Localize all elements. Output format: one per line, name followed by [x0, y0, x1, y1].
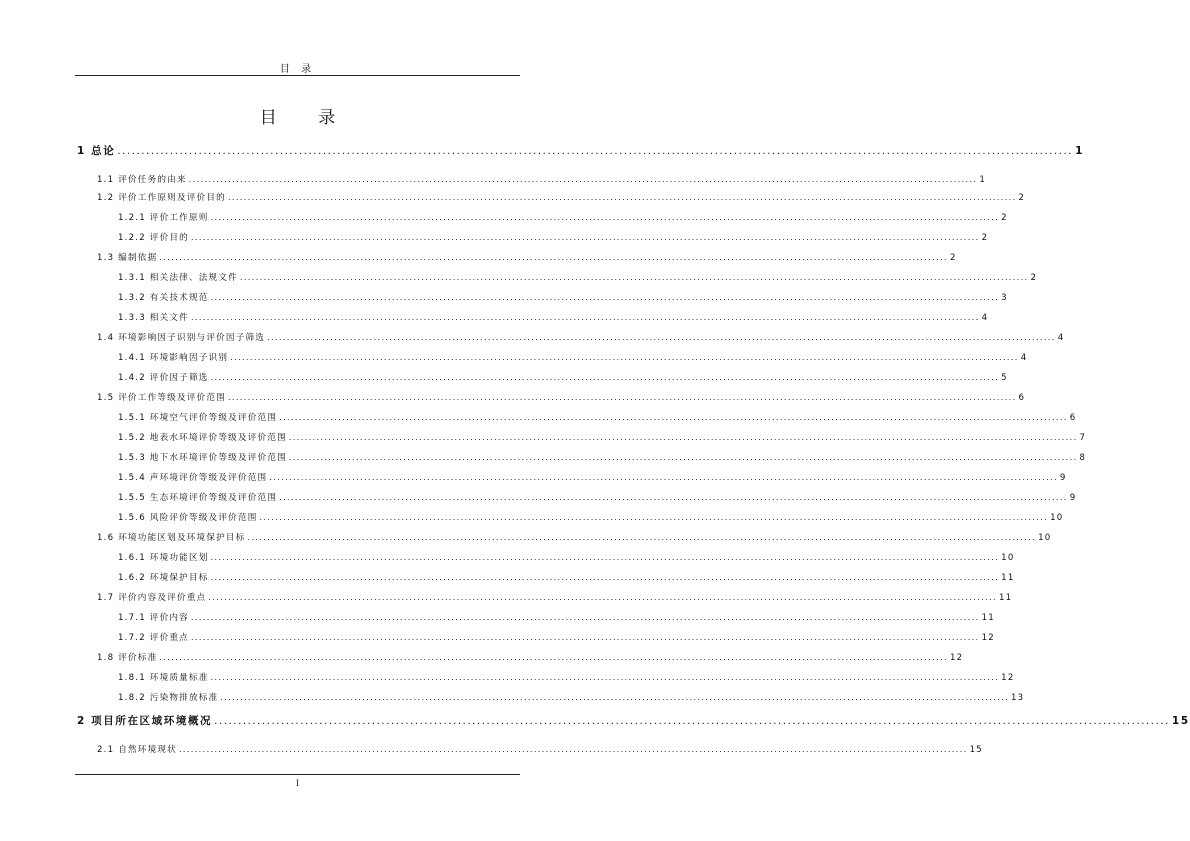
toc-entry[interactable]: [118, 631, 995, 643]
toc-entry-label: 1.3.1 相关法律、法规文件: [118, 273, 238, 283]
toc-entry-page: 4: [981, 313, 989, 323]
dot-leader: ........................................................................................................................................................................................................: [178, 745, 968, 754]
toc-entry[interactable]: [118, 671, 1015, 683]
toc-entry-page: 12: [981, 633, 995, 643]
toc-entry[interactable]: [97, 743, 983, 755]
toc-entry-page: 8: [1079, 453, 1087, 463]
toc-entry-label: 1.8 评价标准: [97, 653, 158, 663]
toc-entry-label: 1.5.4 声环境评价等级及评价范围: [118, 473, 268, 483]
dot-leader: ........................................................................................................................................................................................................: [190, 233, 980, 242]
dot-leader: ........................................................................................................................................................................................................: [159, 253, 948, 262]
toc-entry-label: 1.8.1 环境质量标准: [118, 673, 209, 683]
toc-entry-label: 1.7.2 评价重点: [118, 633, 189, 643]
dot-leader: ........................................................................................................................................................................................................: [247, 533, 1037, 542]
toc-entry[interactable]: [118, 431, 1087, 443]
toc-entry-label: 1.3.3 相关文件: [118, 313, 189, 323]
toc-entry-label: 2 项目所在区域环境概况: [77, 715, 213, 727]
dot-leader: ........................................................................................................................................................................................................: [269, 473, 1058, 482]
toc-entry-page: 13: [1010, 693, 1025, 703]
footer-rule: [75, 774, 520, 775]
toc-entry[interactable]: [118, 411, 1077, 423]
toc-entry[interactable]: [118, 371, 1008, 383]
dot-leader: ........................................................................................................................................................................................................: [159, 653, 948, 662]
toc-entry-page: 2: [1001, 213, 1008, 223]
dot-leader: ........................................................................................................................................................................................................: [210, 373, 1000, 382]
dot-leader: ........................................................................................................................................................................................................: [288, 453, 1078, 462]
dot-leader: ........................................................................................................................................................................................................: [190, 313, 980, 322]
toc-entry[interactable]: [77, 713, 1190, 728]
dot-leader: ........................................................................................................................................................................................................: [279, 493, 1068, 502]
toc-entry-page: 11: [998, 593, 1013, 603]
toc-entry[interactable]: [118, 511, 1064, 523]
toc-entry[interactable]: [77, 143, 1085, 158]
toc-entry-page: 2: [949, 253, 957, 263]
page-number: I: [296, 778, 299, 788]
toc-entry-label: 1.2.2 评价目的: [118, 233, 189, 243]
toc-entry-page: 1: [979, 175, 987, 185]
dot-leader: ........................................................................................................................................................................................................: [220, 693, 1009, 702]
toc-entry-page: 11: [981, 613, 995, 623]
toc-entry-label: 1.6.2 环境保护目标: [118, 573, 209, 583]
toc-entry-page: 1: [1075, 145, 1085, 157]
toc-entry-label: 1.5.5 生态环境评价等级及评价范围: [118, 493, 278, 503]
toc-entry-label: 1.5 评价工作等级及评价范围: [97, 393, 226, 403]
toc-entry-label: 1.5.6 风险评价等级及评价范围: [118, 513, 258, 523]
toc-entry-page: 12: [949, 653, 964, 663]
running-header: 目 录: [279, 64, 316, 75]
toc-entry[interactable]: [118, 311, 989, 323]
toc-entry[interactable]: [118, 211, 1008, 223]
toc-entry[interactable]: [118, 351, 1028, 363]
dot-leader: ........................................................................................................................................................................................................: [210, 673, 1000, 682]
toc-entry-label: 1.5.1 环境空气评价等级及评价范围: [118, 413, 278, 423]
toc-entry[interactable]: [118, 231, 989, 243]
toc-entry-label: 1.1 评价任务的由来: [97, 175, 187, 185]
dot-leader: ........................................................................................................................................................................................................: [210, 573, 1000, 582]
dot-leader: ........................................................................................................................................................................................................: [117, 146, 1074, 157]
toc-entry-label: 1.6.1 环境功能区划: [118, 553, 209, 563]
toc-entry[interactable]: [118, 471, 1067, 483]
dot-leader: ........................................................................................................................................................................................................: [190, 633, 980, 642]
toc-entry-page: 10: [1001, 553, 1015, 563]
dot-leader: ........................................................................................................................................................................................................: [288, 433, 1078, 442]
toc-entry-page: 10: [1038, 533, 1052, 543]
toc-entry-label: 1.3.2 有关技术规范: [118, 293, 209, 303]
toc-entry-page: 2: [981, 233, 989, 243]
dot-leader: ........................................................................................................................................................................................................: [259, 513, 1049, 522]
toc-entry[interactable]: [97, 651, 964, 663]
toc-entry-page: 15: [1171, 715, 1190, 727]
dot-leader: ........................................................................................................................................................................................................: [214, 716, 1170, 727]
toc-entry-label: 1 总论: [77, 145, 116, 157]
dot-leader: ........................................................................................................................................................................................................: [230, 353, 1019, 362]
toc-entry[interactable]: [97, 591, 1013, 603]
toc-entry-page: 4: [1057, 333, 1065, 343]
toc-entry[interactable]: [118, 491, 1077, 503]
toc-entry-label: 1.5.2 地表水环境评价等级及评价范围: [118, 433, 287, 443]
toc-entry-label: 1.4.1 环境影响因子识别: [118, 353, 229, 363]
toc-entry-label: 1.4 环境影响因子识别与评价因子筛选: [97, 333, 266, 343]
toc-entry[interactable]: [97, 531, 1052, 543]
dot-leader: ........................................................................................................................................................................................................: [208, 593, 997, 602]
toc-entry[interactable]: [118, 451, 1087, 463]
toc-entry-label: 1.4.2 评价因子筛选: [118, 373, 209, 383]
toc-entry[interactable]: [97, 391, 1026, 403]
toc-entry[interactable]: [97, 173, 987, 185]
dot-leader: ........................................................................................................................................................................................................: [210, 293, 1000, 302]
toc-entry-label: 1.5.3 地下水环境评价等级及评价范围: [118, 453, 287, 463]
toc-entry[interactable]: [118, 691, 1025, 703]
dot-leader: ........................................................................................................................................................................................................: [190, 613, 980, 622]
page-title: 目 录: [259, 108, 354, 128]
toc-entry-label: 1.8.2 污染物排放标准: [118, 693, 219, 703]
toc-entry-label: 1.3 编制依据: [97, 253, 158, 263]
toc-entry[interactable]: [97, 191, 1026, 203]
toc-entry-page: 4: [1020, 353, 1028, 363]
toc-entry[interactable]: [118, 291, 1008, 303]
dot-leader: ........................................................................................................................................................................................................: [210, 213, 1000, 222]
toc-entry-label: 1.7.1 评价内容: [118, 613, 189, 623]
toc-entry-label: 1.2 评价工作原则及评价目的: [97, 193, 226, 203]
toc-entry-label: 1.7 评价内容及评价重点: [97, 593, 207, 603]
toc-entry-page: 3: [1001, 293, 1008, 303]
toc-entry[interactable]: [118, 271, 1038, 283]
toc-entry-page: 10: [1050, 513, 1064, 523]
toc-entry-page: 2: [1030, 273, 1038, 283]
dot-leader: ........................................................................................................................................................................................................: [227, 193, 1017, 202]
dot-leader: ........................................................................................................................................................................................................: [227, 393, 1017, 402]
dot-leader: ........................................................................................................................................................................................................: [188, 175, 978, 184]
toc-entry-label: 1.2.1 评价工作原则: [118, 213, 209, 223]
dot-leader: ........................................................................................................................................................................................................: [279, 413, 1068, 422]
dot-leader: ........................................................................................................................................................................................................: [210, 553, 1000, 562]
toc-entry-page: 12: [1001, 673, 1015, 683]
toc-entry-page: 5: [1001, 373, 1008, 383]
toc-entry[interactable]: [97, 331, 1065, 343]
toc-entry-page: 11: [1001, 573, 1015, 583]
header-rule: [75, 75, 520, 76]
toc-entry-page: 7: [1079, 433, 1087, 443]
toc-entry-page: 9: [1069, 493, 1077, 503]
toc-entry-page: 6: [1069, 413, 1077, 423]
toc-entry-label: 1.6 环境功能区划及环境保护目标: [97, 533, 246, 543]
toc-entry[interactable]: [118, 571, 1015, 583]
toc-entry-page: 2: [1018, 193, 1026, 203]
toc-entry[interactable]: [118, 551, 1015, 563]
toc-entry[interactable]: [118, 611, 995, 623]
toc-entry-page: 15: [969, 745, 983, 755]
toc-entry[interactable]: [97, 251, 957, 263]
toc-entry-label: 2.1 自然环境现状: [97, 745, 177, 755]
toc-entry-page: 9: [1059, 473, 1067, 483]
dot-leader: ........................................................................................................................................................................................................: [239, 273, 1029, 282]
toc-entry-page: 6: [1018, 393, 1026, 403]
dot-leader: ........................................................................................................................................................................................................: [267, 333, 1056, 342]
